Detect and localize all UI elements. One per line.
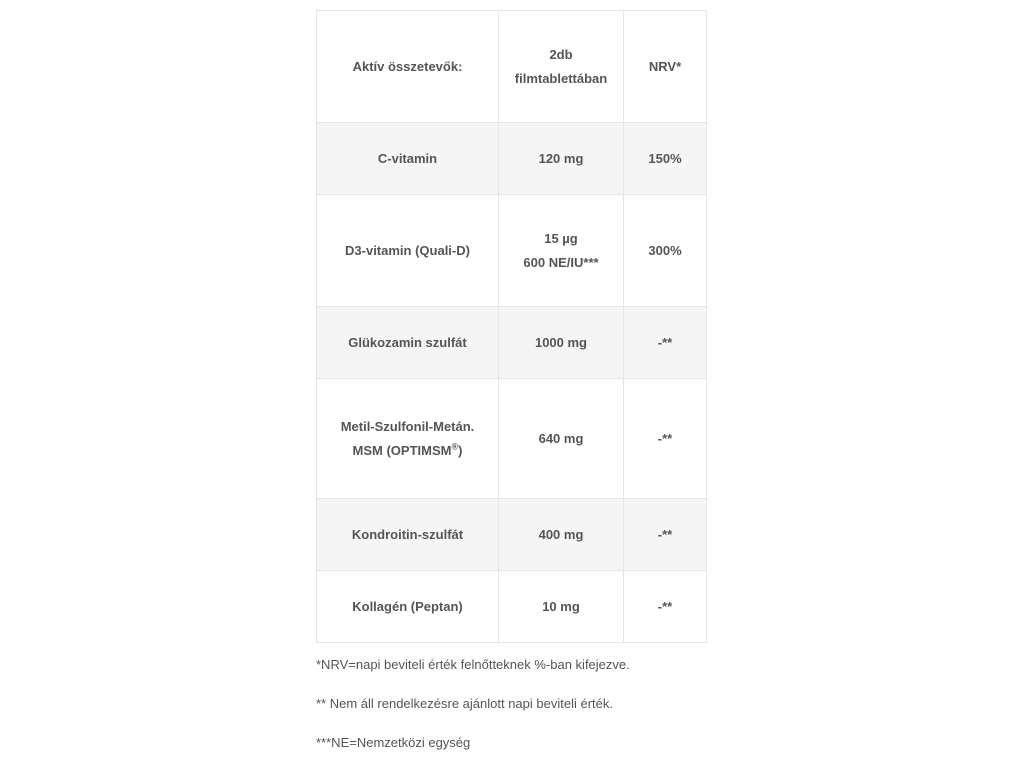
nrv-cell: 300% (624, 195, 707, 307)
header-ingredient: Aktív összetevők: (317, 11, 499, 123)
ingredient-cell: C-vitamin (317, 123, 499, 195)
footnote-ne-unit: ***NE=Nemzetközi egység (316, 735, 471, 750)
table-row (317, 195, 707, 307)
table-row (317, 379, 707, 499)
header-nrv: NRV* (624, 11, 707, 123)
table-header-row (317, 11, 707, 123)
ingredient-line1: Metil-Szulfonil-Metán. (340, 418, 475, 434)
ingredient-cell: Kollagén (Peptan) (317, 571, 499, 643)
table-row (317, 307, 707, 379)
ingredient-line2: MSM (OPTIMSM (352, 442, 452, 458)
table-row (317, 123, 707, 195)
ingredient-cell: D3-vitamin (Quali-D) (317, 195, 499, 307)
header-amount (499, 11, 624, 123)
header-amount-line2: filmtablettában (514, 70, 608, 86)
amount-cell: 400 mg (499, 499, 624, 571)
amount-line1: 15 µg (544, 230, 578, 246)
ingredient-close-paren: ) (458, 442, 463, 458)
nrv-cell: -** (624, 571, 707, 643)
table-row (317, 499, 707, 571)
footnote-nrv: *NRV=napi beviteli érték felnőtteknek %-ban kifejezve. (316, 657, 630, 672)
table-row (317, 571, 707, 643)
ingredient-cell: Kondroitin-szulfát (317, 499, 499, 571)
footnote-no-reference: ** Nem áll rendelkezésre ajánlott napi beviteli érték. (316, 696, 613, 711)
registered-mark: ® (451, 441, 459, 452)
ingredient-cell: Glükozamin szulfát (317, 307, 499, 379)
amount-cell: 10 mg (499, 571, 624, 643)
header-amount-line1: 2db (549, 46, 573, 62)
amount-cell: 1000 mg (499, 307, 624, 379)
ingredient-cell (317, 379, 499, 499)
amount-cell (499, 195, 624, 307)
amount-line2: 600 NE/IU*** (523, 254, 599, 270)
nrv-cell: -** (624, 499, 707, 571)
ingredients-table (316, 10, 707, 643)
nrv-cell: -** (624, 379, 707, 499)
nrv-cell: 150% (624, 123, 707, 195)
footnotes (316, 655, 916, 753)
amount-cell: 640 mg (499, 379, 624, 499)
nrv-cell: -** (624, 307, 707, 379)
amount-cell: 120 mg (499, 123, 624, 195)
